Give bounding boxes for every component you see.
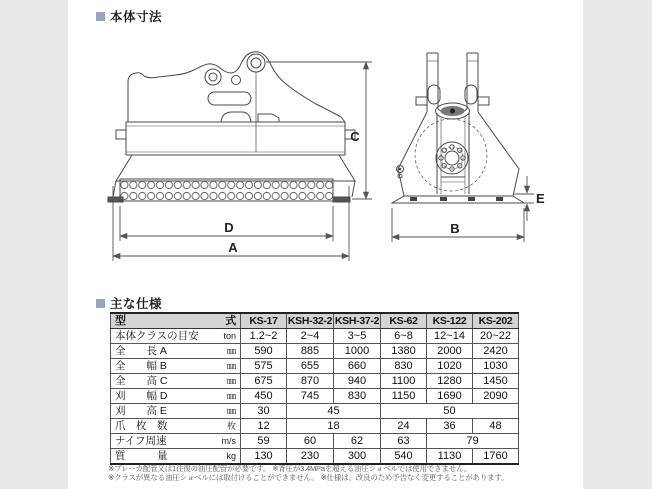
spec-value-cell: 1280 xyxy=(427,374,473,389)
spec-value-cell: 1450 xyxy=(473,374,519,389)
spec-value-cell: 1020 xyxy=(427,359,473,374)
spec-row-label: ナイフ周速 m/s xyxy=(111,434,241,449)
spec-value-cell: 18 xyxy=(287,419,381,434)
spec-row xyxy=(111,449,519,465)
spec-value-cell: 300 xyxy=(334,449,381,465)
spec-value-cell: 1.2~2 xyxy=(241,329,287,344)
spec-value-cell: 2000 xyxy=(427,344,473,359)
front-view-drawing xyxy=(392,53,524,203)
spec-value-cell: 660 xyxy=(334,359,381,374)
spec-value-cell: 745 xyxy=(287,389,334,404)
footnotes xyxy=(108,464,558,482)
spec-value-cell: 830 xyxy=(381,359,427,374)
spec-value-cell: 575 xyxy=(241,359,287,374)
dim-label-a: A xyxy=(228,240,238,255)
front-view-dimension-lines xyxy=(392,176,534,242)
section-title-specs xyxy=(96,294,162,312)
spec-row xyxy=(111,389,519,404)
dim-label-b: B xyxy=(450,221,460,236)
spec-value-cell: 1130 xyxy=(427,449,473,465)
spec-value-cell: 885 xyxy=(287,344,334,359)
spec-row-label: 刈 高 E ㎜ xyxy=(111,404,241,419)
spec-row-label: 全 幅 B ㎜ xyxy=(111,359,241,374)
spec-row-label: 質 量 kg xyxy=(111,449,241,465)
spec-value-cell: 1030 xyxy=(473,359,519,374)
spec-value-cell: 1100 xyxy=(381,374,427,389)
spec-value-cell: 20~22 xyxy=(473,329,519,344)
side-view-drawing xyxy=(108,52,355,202)
spec-value-cell: 450 xyxy=(241,389,287,404)
spec-value-cell: 12 xyxy=(241,419,287,434)
spec-value-cell: 6~8 xyxy=(381,329,427,344)
spec-value-cell: 130 xyxy=(241,449,287,465)
specs-table xyxy=(110,312,519,465)
spec-value-cell: 870 xyxy=(287,374,334,389)
footnote-line: ※ブレーカ配管又は1往復の油圧配管が必要です。 ※背圧が3.4MPaを超える油圧ショベルでは使用できません。 xyxy=(108,464,472,473)
spec-row-label: 本体クラスの目安 ton xyxy=(111,329,241,344)
section-title-text: 主な仕様 xyxy=(110,297,163,311)
dim-label-c: C xyxy=(350,129,360,144)
spec-value-cell: 655 xyxy=(287,359,334,374)
model-column-header: KSH-37-2 xyxy=(334,315,380,327)
spec-row xyxy=(111,359,519,374)
row-header-model: 型 式 xyxy=(111,313,241,329)
spec-value-cell: 60 xyxy=(287,434,334,449)
spec-row-label: 全 長 A ㎜ xyxy=(111,344,241,359)
spec-value-cell: 24 xyxy=(381,419,427,434)
spec-row xyxy=(111,404,519,419)
spec-value-cell: 2420 xyxy=(473,344,519,359)
spec-value-cell: 1690 xyxy=(427,389,473,404)
spec-value-cell: 2090 xyxy=(473,389,519,404)
spec-row-label: 全 高 C ㎜ xyxy=(111,374,241,389)
spec-value-cell: 63 xyxy=(381,434,427,449)
spec-row xyxy=(111,434,519,449)
spec-value-cell: 540 xyxy=(381,449,427,465)
spec-value-cell: 590 xyxy=(241,344,287,359)
spec-value-cell: 1000 xyxy=(334,344,381,359)
square-bullet-icon xyxy=(96,299,105,308)
spec-value-cell: 50 xyxy=(381,404,519,419)
spec-value-cell: 940 xyxy=(334,374,381,389)
spec-value-cell: 2~4 xyxy=(287,329,334,344)
dim-label-e: E xyxy=(536,191,545,206)
spec-value-cell: 3~5 xyxy=(334,329,381,344)
spec-row-label: 刈 幅 D ㎜ xyxy=(111,389,241,404)
spec-value-cell: 675 xyxy=(241,374,287,389)
spec-value-cell: 1150 xyxy=(381,389,427,404)
spec-value-cell: 1380 xyxy=(381,344,427,359)
section-title-text: 本体寸法 xyxy=(110,10,163,24)
spec-value-cell: 59 xyxy=(241,434,287,449)
spec-value-cell: 1760 xyxy=(473,449,519,465)
spec-value-cell: 36 xyxy=(427,419,473,434)
spec-value-cell: 830 xyxy=(334,389,381,404)
model-column-header: KS-62 xyxy=(381,313,427,329)
model-column-header: KSH-32-2 xyxy=(287,315,333,327)
specs-table-wrap xyxy=(110,312,519,465)
spec-value-cell: 30 xyxy=(241,404,287,419)
spec-row-label: 爪 枚 数 枚 xyxy=(111,419,241,434)
spec-row xyxy=(111,329,519,344)
model-column-header: KS-202 xyxy=(473,313,519,329)
content-panel xyxy=(68,0,583,489)
spec-value-cell: 230 xyxy=(287,449,334,465)
spec-row xyxy=(111,374,519,389)
spec-value-cell: 62 xyxy=(334,434,381,449)
spec-value-cell: 79 xyxy=(427,434,519,449)
spec-row xyxy=(111,344,519,359)
spec-value-cell: 12~14 xyxy=(427,329,473,344)
spec-row xyxy=(111,419,519,434)
spec-value-cell: 48 xyxy=(473,419,519,434)
model-column-header: KS-122 xyxy=(427,313,473,329)
model-column-header: KS-17 xyxy=(241,313,287,329)
dim-label-d: D xyxy=(224,220,234,235)
spec-value-cell: 45 xyxy=(287,404,381,419)
footnote-line: ※クラスが異なる油圧ショベルには取付けることができません。 ※仕様は、改良のため予告なく変更することがあります。 xyxy=(108,473,509,482)
